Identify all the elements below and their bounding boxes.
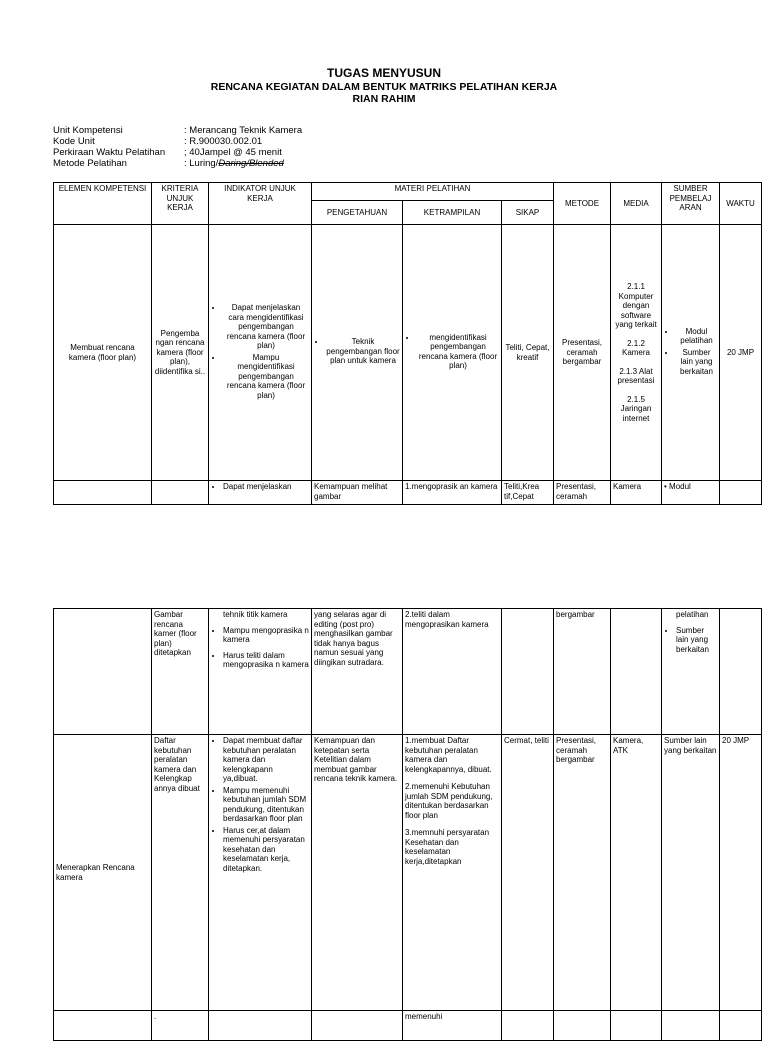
cell-sikap (502, 1011, 554, 1041)
list-item: • Harus cer,at dalam memenuhi persyaratan kesehatan dan keselamatan kerja, ditetapkan. (223, 826, 309, 874)
info-row (53, 158, 302, 169)
bullet: • (664, 482, 670, 491)
info-label: Perkiraan Waktu Pelatihan (53, 147, 166, 158)
cell-sumber (662, 481, 720, 505)
cell-ketrampilan: 2.teliti dalam mengoprasikan kamera (403, 609, 502, 735)
cell-pengetahuan (312, 1011, 403, 1041)
cell-media (611, 225, 662, 481)
media-item: 2.1.3 Alat presentasi (617, 366, 655, 385)
cell-pengetahuan: Kemampuan melihat gambar (312, 481, 403, 505)
info-label: Kode Unit (53, 136, 95, 147)
page-break (0, 555, 768, 600)
cell-sikap: Teliti,Krea tif,Cepat (502, 481, 554, 505)
cell-sikap: Cermat, teliti (502, 735, 554, 1011)
info-row (53, 136, 302, 147)
col-header-indikator: INDIKATOR UNJUK KERJA (209, 183, 312, 225)
col-header-pengetahuan: PENGETAHUAN (312, 201, 403, 225)
info-row (53, 125, 302, 136)
cell-indikator (209, 735, 312, 1011)
table-row (54, 735, 762, 1011)
cell-indikator (209, 609, 312, 735)
info-value: : R.900030.002.01 (184, 136, 263, 147)
cell-waktu: 20 JMP (720, 735, 762, 1011)
cell-sumber (662, 609, 720, 735)
list-item: • Modul pelatihan (676, 327, 717, 346)
document-page-2 (0, 600, 768, 1024)
training-matrix-table-continued (53, 608, 762, 1041)
list-item: • Sumber lain yang berkaitan (676, 348, 717, 377)
document-title: TUGAS MENYUSUN (326, 66, 441, 80)
cell-sumber (662, 1011, 720, 1041)
table-row (54, 225, 762, 481)
list-item: • Harus teliti dalam mengoprasika n kamera (223, 651, 309, 670)
cell-metode: Presentasi, ceramah bergambar (554, 225, 611, 481)
cell-waktu (720, 481, 762, 505)
cell-kriteria: Daftar kebutuhan peralatan kamera dan Kelengkap annya dibuat (152, 735, 209, 1011)
cell-kriteria (152, 481, 209, 505)
col-header-media: MEDIA (611, 183, 662, 225)
info-value: ; 40Jampel @ 45 menit (184, 147, 282, 158)
cell-metode: bergambar (554, 609, 611, 735)
cell-ketrampilan (403, 735, 502, 1011)
cell-indikator (209, 225, 312, 481)
list-item: • Mampu mengoprasika n kamera (223, 626, 309, 645)
cell-sikap: Teliti, Cepat, kreatif (502, 225, 554, 481)
cell-metode: Presentasi, ceramah (554, 481, 611, 505)
cell-waktu (720, 1011, 762, 1041)
info-label: Unit Kompetensi (53, 125, 123, 136)
col-header-materi: MATERI PELATIHAN (312, 183, 554, 201)
cell-indikator (209, 481, 312, 505)
cell-kriteria: . (152, 1011, 209, 1041)
cell-waktu: 20 JMP (720, 225, 762, 481)
list-item: • Dapat menjelaskan cara mengidentifikasi pengembangan rencana kamera (floor plan) (223, 303, 309, 351)
cell-indikator (209, 1011, 312, 1041)
cell-ketrampilan: 1.mengoprasik an kamera (403, 481, 502, 505)
table-row (54, 481, 762, 505)
media-item: 2.1.5 Jaringan internet (620, 394, 652, 423)
sumber-text: Modul (669, 482, 691, 491)
unit-info-block (53, 125, 302, 169)
col-header-sumber: SUMBER PEMBELAJ ARAN (662, 183, 720, 225)
info-value: : Merancang Teknik Kamera (184, 125, 303, 136)
cell-metode (554, 1011, 611, 1041)
list-item: • mengidentifikasi pengembangan rencana kamera (floor plan) (417, 333, 499, 371)
cell-ketrampilan (403, 225, 502, 481)
cell-ketrampilan: memenuhi (403, 1011, 502, 1041)
info-row (53, 147, 302, 158)
ketrampilan-item: 2.memenuhi Kebutuhan jumlah SDM pendukung, ditentukan berdasarkan floor plan (405, 782, 493, 820)
col-header-kriteria: KRITERIA UNJUK KERJA (152, 183, 209, 225)
cell-elemen (54, 481, 152, 505)
table-row (54, 609, 762, 735)
indikator-continued: tehnik titik kamera (223, 610, 288, 619)
cell-elemen (54, 1011, 152, 1041)
list-item: • Mampu mengidentifikasi pengembangan rencana kamera (floor plan) (223, 353, 309, 401)
cell-kriteria: Gambar rencana kamer (floor plan) ditetapkan (152, 609, 209, 735)
method-value: : Luring/ (184, 158, 219, 169)
ketrampilan-item: 3.memnuhi persyaratan Kesehatan dan keselamatan kerja,ditetapkan (405, 828, 490, 866)
cell-metode: Presentasi, ceramah bergambar (554, 735, 611, 1011)
cell-sumber: Sumber lain yang berkaitan (662, 735, 720, 1011)
list-item: • Dapat membuat daftar kebutuhan peralatan kamera dan kelengkapann ya,dibuat. (223, 736, 309, 784)
cell-pengetahuan: Kemampuan dan ketepatan serta Ketelitian dalam membuat gambar rencana teknik kamera. (312, 735, 403, 1011)
cell-pengetahuan: yang selaras agar di editing (post pro) menghasilkan gambar tidak hanya bagus namun sesuai yang diingikan sutradara. (312, 609, 403, 735)
ketrampilan-item: 1.membuat Daftar kebutuhan peralatan kamera dan kelengkapannya, dibuat. (405, 736, 492, 774)
struck-method-value: Daring/Blended (218, 158, 284, 169)
cell-sumber (662, 225, 720, 481)
list-item: • Sumber lain yang berkaitan (676, 626, 717, 655)
cell-pengetahuan (312, 225, 403, 481)
info-value (184, 158, 284, 169)
cell-waktu (720, 609, 762, 735)
cell-elemen: Membuat rencana kamera (floor plan) (54, 225, 152, 481)
cell-media: Kamera, ATK (611, 735, 662, 1011)
cell-media: Kamera (611, 481, 662, 505)
list-item: • Dapat menjelaskan (223, 482, 309, 492)
col-header-metode: METODE (554, 183, 611, 225)
cell-kriteria: Pengemba ngan rencana kamera (floor plan), diidentifika si.. (152, 225, 209, 481)
cell-elemen (54, 609, 152, 735)
document-subtitle: RENCANA KEGIATAN DALAM BENTUK MATRIKS PELATIHAN KERJA (210, 81, 558, 93)
media-item: 2.1.1 Komputer dengan software yang terkait (615, 282, 657, 329)
cell-sikap (502, 609, 554, 735)
info-label: Metode Pelatihan (53, 158, 127, 169)
media-item: 2.1.2 Kamera (621, 338, 650, 357)
list-item: • Mampu memenuhi kebutuhan jumlah SDM pendukung, ditentukan berdasarkan floor plan (223, 786, 309, 824)
cell-media (611, 1011, 662, 1041)
col-header-elemen: ELEMEN KOMPETENSI (54, 183, 152, 225)
cell-media (611, 609, 662, 735)
training-matrix-table (53, 182, 762, 505)
author-name: RIAN RAHIM (352, 93, 416, 105)
sumber-continued: pelatihan (676, 610, 709, 619)
col-header-sikap: SIKAP (502, 201, 554, 225)
col-header-ketrampilan: KETRAMPILAN (403, 201, 502, 225)
col-header-waktu: WAKTU (720, 183, 762, 225)
list-item: • Teknik pengembangan floor plan untuk kamera (326, 337, 400, 366)
cell-elemen: Menerapkan Rencana kamera (54, 735, 152, 1011)
table-row (54, 1011, 762, 1041)
